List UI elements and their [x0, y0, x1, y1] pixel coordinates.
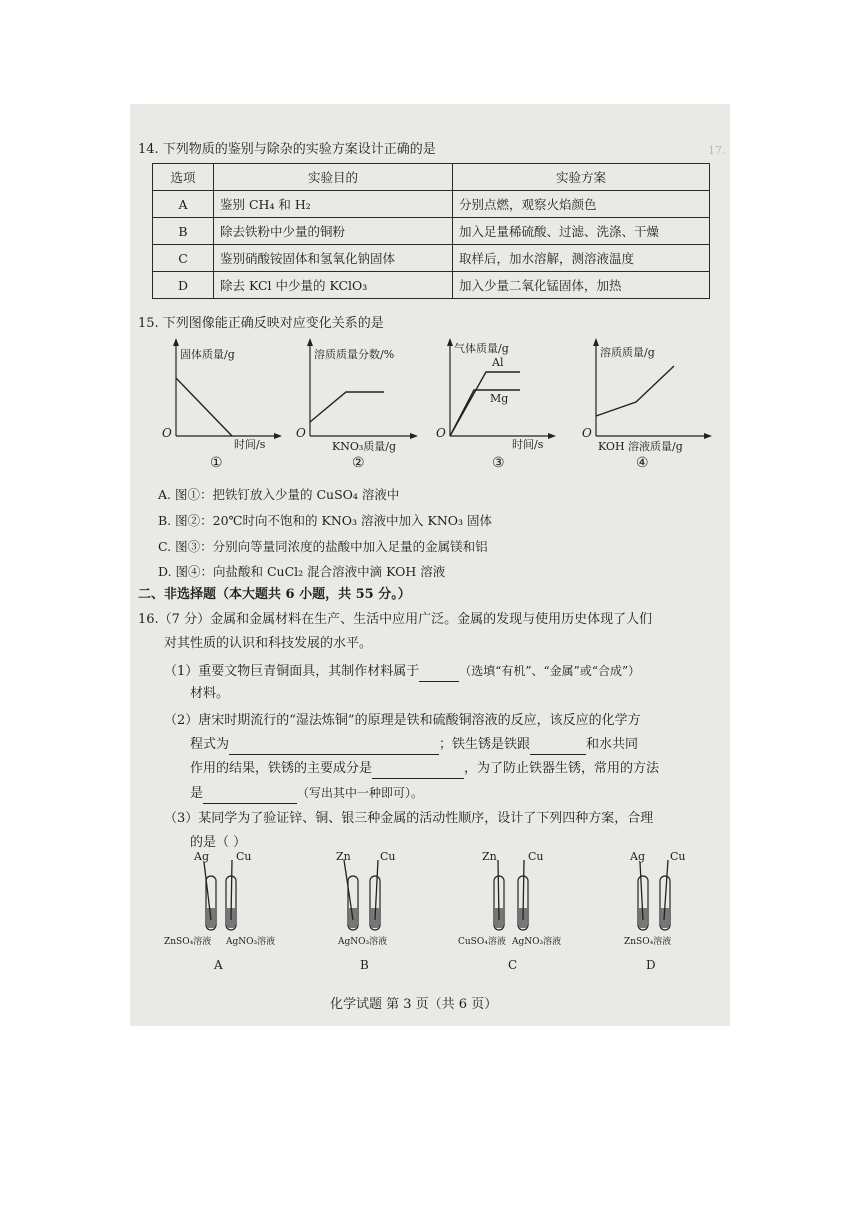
graph-3-line-al [450, 372, 520, 436]
table-row [153, 218, 710, 245]
graph-3-xlabel: 时间/s [512, 438, 544, 451]
row-option: C [153, 245, 214, 272]
q16-part1-line2: 材料。 [190, 686, 230, 701]
setup-d-left-sol: ZnSO₄溶液 [624, 937, 672, 947]
setup-a-right-sol: AgNO₃溶液 [226, 937, 276, 947]
q16-part1-hint: （选填“有机”、“金属”或“合成”） [459, 664, 641, 678]
setup-b-label: B [360, 958, 369, 972]
row-option: A [153, 191, 214, 218]
setup-d-label: D [646, 958, 656, 972]
setup-a-left-metal: Ag [194, 850, 209, 863]
table-row [153, 191, 710, 218]
q16-part2-line4 [190, 784, 423, 804]
graph-2-ylabel: 溶质质量分数/% [314, 348, 395, 361]
graph-1-ylabel: 固体质量/g [180, 348, 235, 361]
section-2-title: 二、非选择题（本大题共 6 小题，共 55 分。） [138, 587, 411, 602]
x-axis-arrow [274, 433, 282, 439]
y-axis-arrow [173, 338, 179, 346]
graph-1-origin: O [162, 426, 172, 440]
graph-3-index: ③ [492, 455, 505, 471]
q16-part2-line3 [190, 760, 659, 779]
setup-c-label: C [508, 958, 518, 972]
q16-part2-line2 [190, 736, 638, 755]
q16-intro-2: 对其性质的认识和科技发展的水平。 [164, 636, 373, 651]
graph-4-ylabel: 溶质质量/g [600, 346, 655, 359]
q15-title: 15. 下列图像能正确反映对应变化关系的是 [138, 316, 384, 331]
row-plan: 加入足量稀硫酸、过滤、洗涤、干燥 [453, 218, 710, 245]
graph-3-series-mg: Mg [490, 392, 509, 405]
y-axis-arrow [593, 338, 599, 346]
row-option: B [153, 218, 214, 245]
q15-option-b: B. 图②：20℃时向不饱和的 KNO₃ 溶液中加入 KNO₃ 固体 [158, 513, 492, 528]
x-axis-arrow [704, 433, 712, 439]
q16-rust-component-blank[interactable] [372, 760, 464, 779]
row-purpose: 鉴别 CH₄ 和 H₂ [214, 191, 453, 218]
table-header-row [153, 164, 710, 191]
graph-2-xlabel: KNO₃质量/g [332, 440, 397, 453]
q16-part2-text-a: 程式为 [190, 737, 230, 752]
graph-3-ylabel: 气体质量/g [454, 342, 509, 355]
q16-part1-blank[interactable] [419, 663, 459, 682]
row-option: D [153, 272, 214, 299]
setup-b-right-metal: Cu [380, 850, 396, 863]
x-axis-arrow [410, 433, 418, 439]
graph-1-line [176, 378, 232, 436]
row-plan: 分别点燃，观察火焰颜色 [453, 191, 710, 218]
setup-b-left-metal: Zn [336, 850, 351, 863]
graph-2 [294, 336, 424, 484]
setup-a-label: A [214, 958, 223, 972]
table-row [153, 245, 710, 272]
table-row [153, 272, 710, 299]
setup-c-left-sol: CuSO₄溶液 [458, 937, 506, 947]
graph-4 [580, 336, 725, 484]
setup-a-left-sol: ZnSO₄溶液 [164, 937, 212, 947]
graph-3-series-al: Al [492, 356, 504, 369]
graph-3-origin: O [436, 426, 446, 440]
q14-title: 14. 下列物质的鉴别与除杂的实验方案设计正确的是 [138, 142, 436, 157]
q15-option-d: D. 图④：向盐酸和 CuCl₂ 混合溶液中滴 KOH 溶液 [158, 564, 446, 579]
graph-3-line-mg [450, 390, 520, 436]
q16-rust-prevention-blank[interactable] [203, 785, 297, 804]
graph-2-index: ② [352, 455, 365, 471]
q16-part3-line1: （3）某同学为了验证锌、铜、银三种金属的活动性顺序，设计了下列四种方案，合理 [164, 811, 654, 826]
col-option: 选项 [153, 164, 214, 191]
graph-2-origin: O [296, 426, 306, 440]
graph-4-line [596, 366, 674, 416]
x-axis-arrow [548, 433, 556, 439]
graph-1-index: ① [210, 455, 223, 471]
setup-a [160, 850, 276, 980]
row-purpose: 除去 KCl 中少量的 KClO₃ [214, 272, 453, 299]
q16-rust-condition-blank[interactable] [530, 736, 586, 755]
q16-equation-blank[interactable] [229, 736, 439, 755]
q16-part2-text-e: ，为了防止铁器生锈，常用的方法 [464, 761, 660, 776]
setup-b-left-sol: AgNO₃溶液 [338, 937, 388, 947]
bleed-through-text: 17. [708, 144, 726, 157]
y-axis-arrow [447, 338, 453, 346]
setup-a-right-metal: Cu [236, 850, 252, 863]
q15-option-a: A. 图①：把铁钉放入少量的 CuSO₄ 溶液中 [158, 487, 400, 502]
q16-part3-line2: 的是（ ） [190, 835, 247, 850]
setup-c-right-sol: AgNO₃溶液 [512, 937, 562, 947]
q16-part1-line1 [164, 662, 640, 682]
q15-option-c: C. 图③：分别向等量同浓度的盐酸中加入足量的金属镁和铝 [158, 539, 488, 554]
col-purpose: 实验目的 [214, 164, 453, 191]
setup-c-left-metal: Zn [482, 850, 497, 863]
q16-part2-line1: （2）唐宋时期流行的“湿法炼铜”的原理是铁和硫酸铜溶液的反应，该反应的化学方 [164, 713, 641, 728]
setup-d-left-metal: Ag [630, 850, 645, 863]
q16-part2-text-d: 作用的结果，铁锈的主要成分是 [190, 761, 373, 776]
q16-part2-text-c: 和水共同 [586, 737, 639, 752]
row-plan: 加入少量二氧化锰固体，加热 [453, 272, 710, 299]
q16-part2-hint: （写出其中一种即可）。 [297, 786, 424, 800]
y-axis-arrow [307, 338, 313, 346]
setup-d [600, 850, 710, 980]
graph-2-line [310, 392, 384, 422]
col-plan: 实验方案 [453, 164, 710, 191]
graph-3 [434, 336, 564, 484]
graph-4-xlabel: KOH 溶液质量/g [598, 440, 683, 453]
row-plan: 取样后，加水溶解，测溶液温度 [453, 245, 710, 272]
q16-part1-text: （1）重要文物巨青铜面具，其制作材料属于 [164, 664, 420, 679]
setup-c-right-metal: Cu [528, 850, 544, 863]
setup-d-right-metal: Cu [670, 850, 686, 863]
row-purpose: 除去铁粉中少量的铜粉 [214, 218, 453, 245]
q16-part2-text-b: ；铁生锈是铁跟 [439, 737, 531, 752]
setup-c [452, 850, 572, 980]
exam-page [130, 104, 730, 1026]
row-purpose: 鉴别硝酸铵固体和氢氧化钠固体 [214, 245, 453, 272]
graph-1-xlabel: 时间/s [234, 438, 266, 451]
graph-4-origin: O [582, 426, 592, 440]
q16-part2-text-f: 是 [190, 786, 204, 801]
graph-4-index: ④ [636, 455, 649, 471]
page-footer: 化学试题 第 3 页（共 6 页） [330, 997, 498, 1012]
setup-b [308, 850, 418, 980]
q14-table [152, 163, 710, 299]
q16-intro-1: 16.（7 分）金属和金属材料在生产、生活中应用广泛。金属的发现与使用历史体现了人们 [138, 612, 653, 627]
graph-1 [160, 336, 285, 484]
